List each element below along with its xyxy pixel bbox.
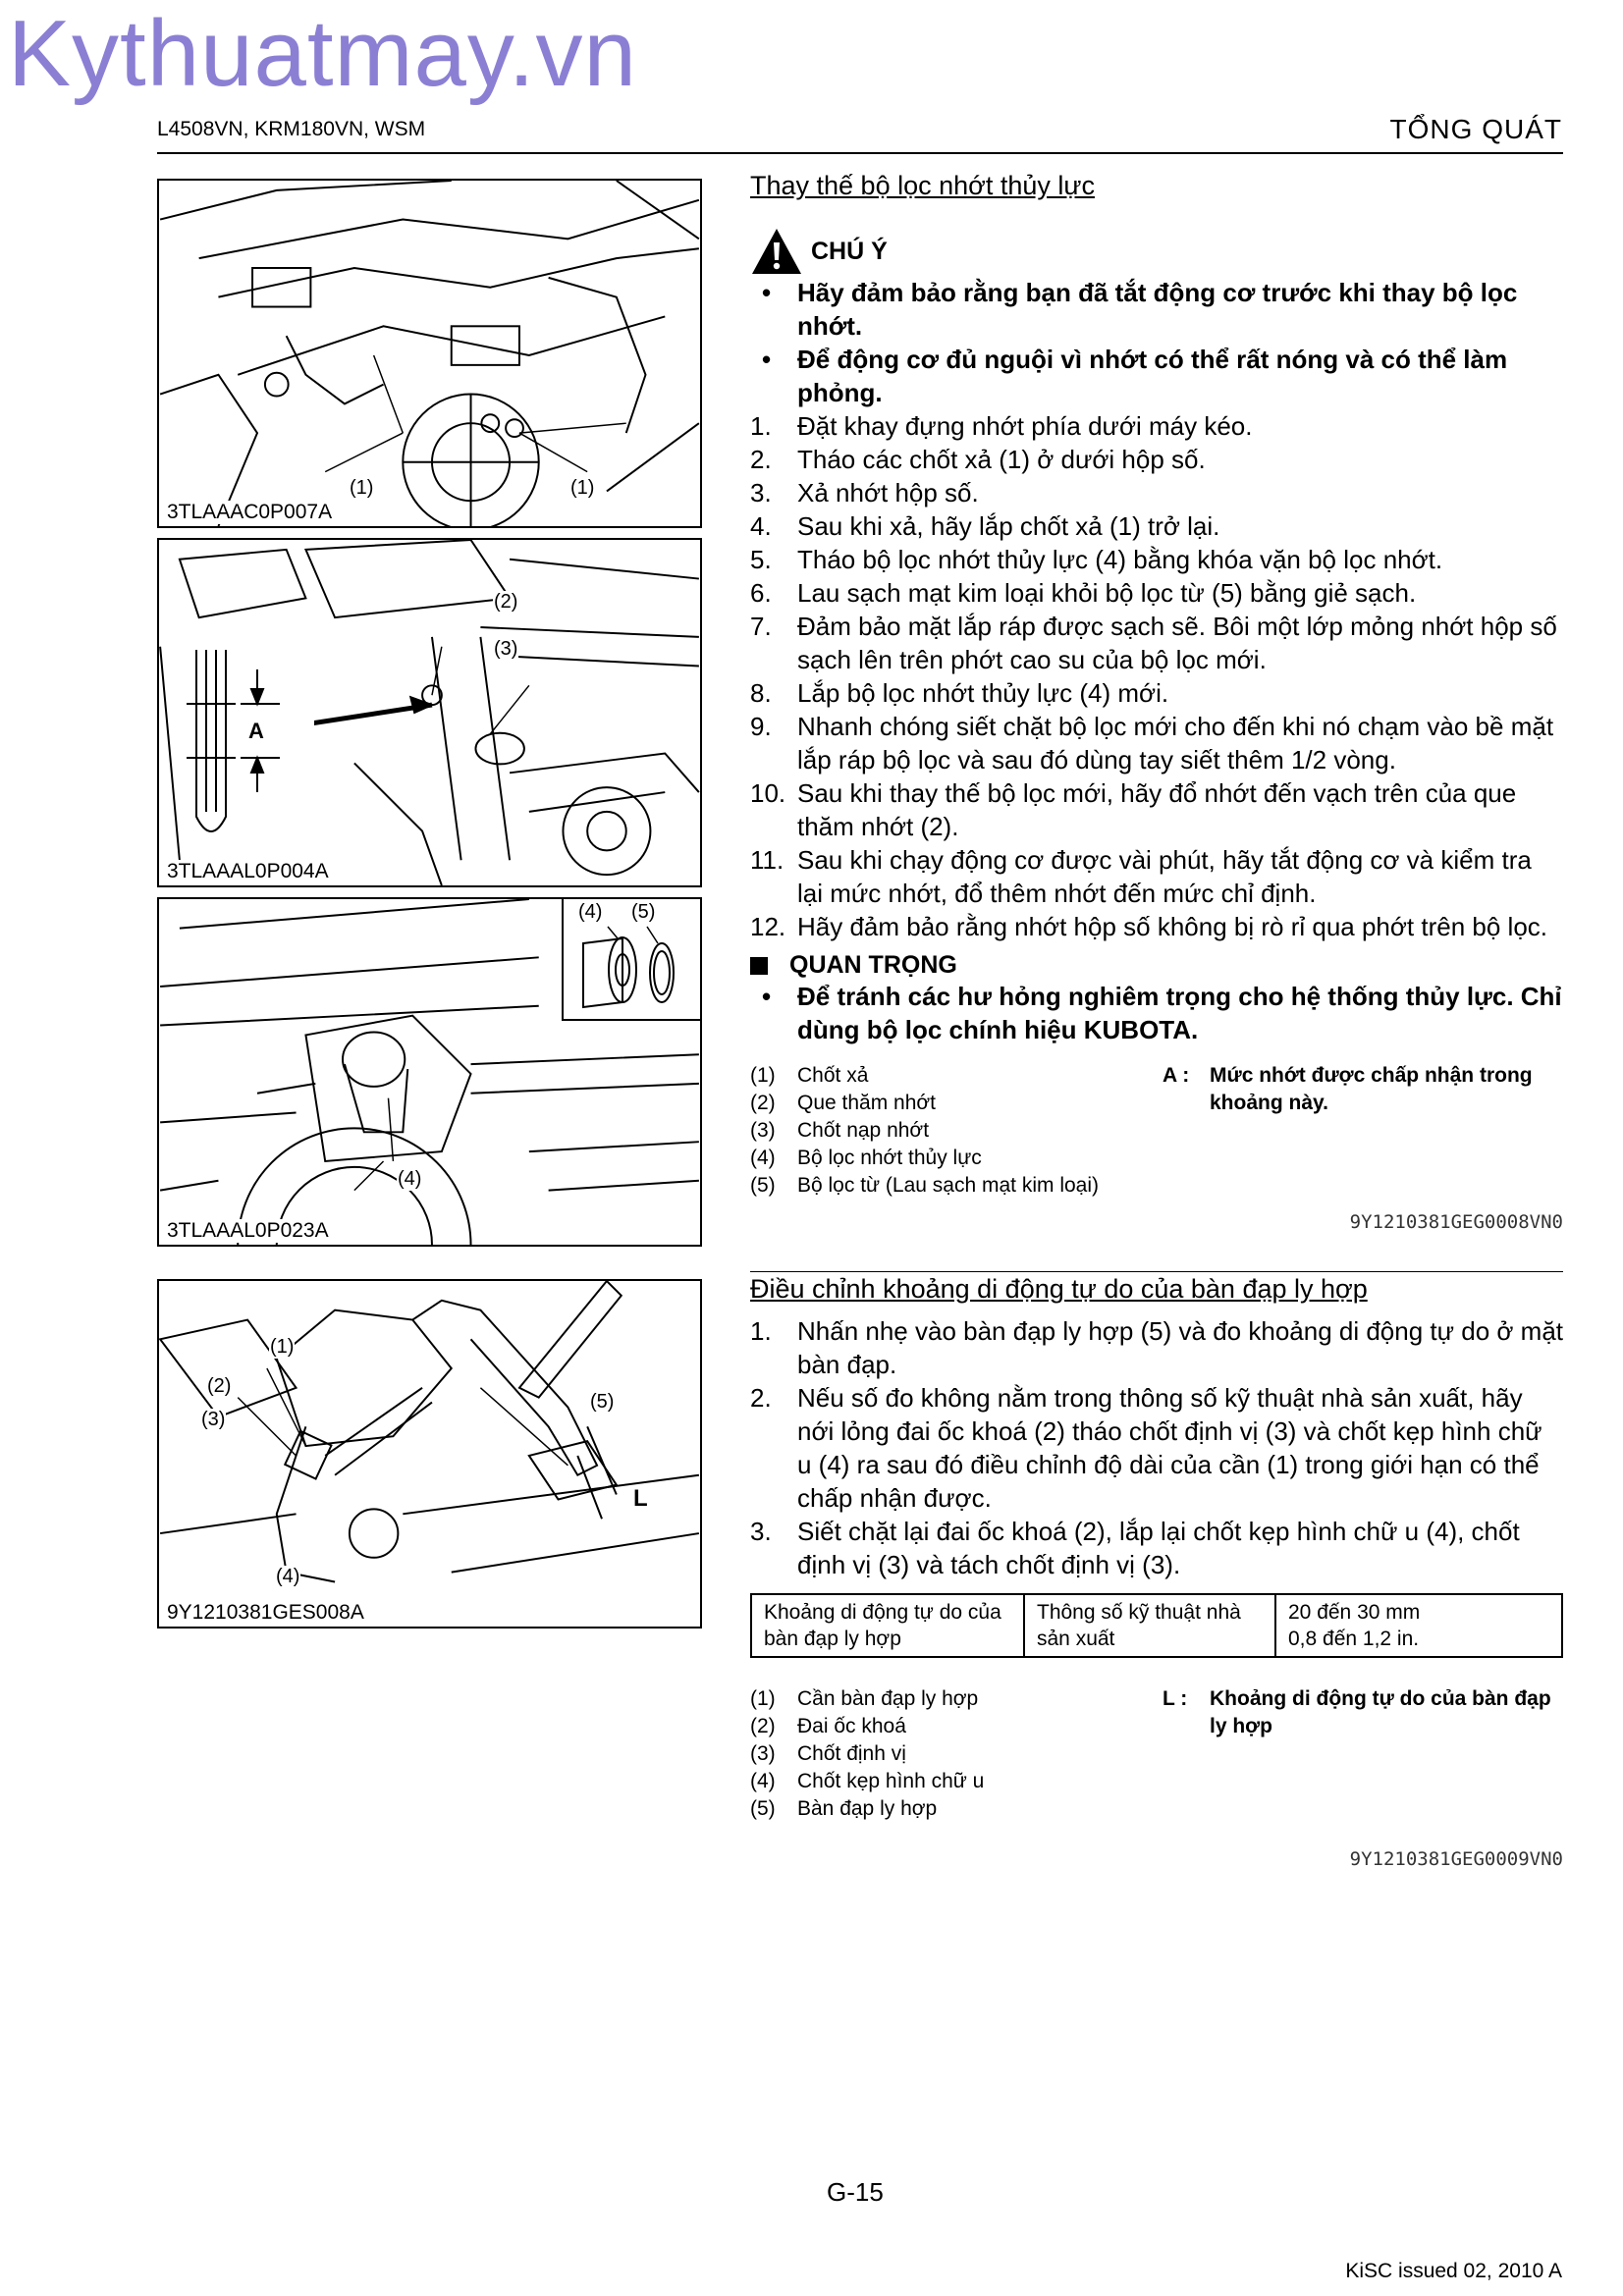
header-model: L4508VN, KRM180VN, WSM — [157, 118, 426, 140]
legend-list — [750, 1062, 1163, 1200]
legend-block — [750, 1062, 1563, 1200]
legend-item: (5) Bàn đạp ly hợp — [750, 1797, 938, 1820]
spec-value — [1275, 1594, 1562, 1657]
callout-4: (4) — [276, 1566, 300, 1587]
square-bullet-icon — [750, 957, 768, 975]
step-list — [750, 409, 1563, 943]
doc-code: 9Y1210381GEG0009VN0 — [1349, 1848, 1563, 1870]
caution-list — [750, 276, 1563, 409]
step-item: 2. Nếu số đo không nằm trong thông số kỹ thuật nhà sản xuất, hãy nới lỏng đai ốc khoá (2) tháo chốt định vị (3) và chốt kẹp hình chữ u (4) ra sau đó điều chỉnh độ dài của cần (1) trong giới hạn có thể chấp nhận được. — [750, 1383, 1542, 1513]
header-rule — [157, 152, 1563, 154]
step-item: 3. Siết chặt lại đai ốc khoá (2), lắp lại chốt kẹp hình chữ u (4), chốt định vị (3) và tách chốt định vị (3). — [750, 1517, 1520, 1579]
figure-code: 3TLAAAC0P007A — [167, 501, 333, 523]
callout-2: (2) — [207, 1375, 232, 1397]
legend-list — [750, 1685, 1163, 1823]
step-item: 6. Lau sạch mạt kim loại khỏi bộ lọc từ (5) bằng giẻ sạch. — [750, 578, 1417, 608]
legend-item: (1) Chốt xả — [750, 1064, 869, 1087]
legend-item: (3) Chốt định vị — [750, 1742, 906, 1765]
legend-level-a: A : Mức nhớt được chấp nhận trong khoảng này. — [1163, 1064, 1533, 1114]
figure-filters — [157, 897, 702, 1247]
legend-item: (3) Chốt nạp nhớt — [750, 1119, 930, 1142]
legend-block — [750, 1685, 1563, 1823]
spec-table — [750, 1593, 1563, 1658]
callout-5: (5) — [590, 1391, 615, 1413]
important-list — [750, 980, 1563, 1046]
step-item: 8. Lắp bộ lọc nhớt thủy lực (4) mới. — [750, 678, 1169, 708]
drain-plugs-drawing — [159, 181, 700, 526]
figure-code: 9Y1210381GES008A — [167, 1601, 364, 1624]
spec-value-mm: 20 đến 30 mm — [1288, 1601, 1421, 1624]
legend-item: (2) Que thăm nhớt — [750, 1092, 937, 1114]
callout-1a: (1) — [350, 477, 374, 499]
callout-1: (1) — [270, 1336, 295, 1358]
figure-code: 3TLAAAL0P023A — [167, 1219, 329, 1242]
step-item: 1. Đặt khay đựng nhớt phía dưới máy kéo. — [750, 411, 1253, 441]
important-item: • Để tránh các hư hỏng nghiêm trọng cho hệ thống thủy lực. Chỉ dùng bộ lọc chính hiệu KUBOTA. — [750, 980, 1563, 1046]
step-item: 1. Nhấn nhẹ vào bàn đạp ly hợp (5) và đo khoảng di động tự do ở mặt bàn đạp. — [750, 1316, 1564, 1379]
step-item: 4. Sau khi xả, hãy lắp chốt xả (1) trở lại. — [750, 511, 1220, 541]
step-item: 7. Đảm bảo mặt lắp ráp được sạch sẽ. Bôi một lớp mỏng nhớt hộp số sạch lên trên phớt cao su của bộ lọc mới. — [750, 612, 1557, 674]
caution-heading — [750, 227, 1563, 276]
spec-item: Khoảng di động tự do của bàn đạp ly hợp — [751, 1594, 1024, 1657]
issue-note: KiSC issued 02, 2010 A — [1345, 2260, 1562, 2282]
legend-free-travel-l: L : Khoảng di động tự do của bàn đạp ly hợp — [1163, 1687, 1551, 1737]
callout-3: (3) — [494, 638, 518, 660]
callout-4: (4) — [398, 1168, 422, 1190]
callout-level-a: A — [248, 719, 264, 743]
callout-5-inset: (5) — [631, 901, 656, 923]
clutch-pedal-drawing — [159, 1281, 700, 1627]
step-item: 5. Tháo bộ lọc nhớt thủy lực (4) bằng khóa vặn bộ lọc nhớt. — [750, 545, 1443, 574]
spec-row — [751, 1594, 1562, 1657]
step-item: 12. Hãy đảm bảo rằng nhớt hộp số không bị rò rỉ qua phớt trên bộ lọc. — [750, 912, 1548, 941]
section-divider — [750, 1271, 1563, 1272]
figure-clutch-pedal — [157, 1279, 702, 1629]
legend-item: (1) Cần bàn đạp ly hợp — [750, 1687, 979, 1710]
doc-code: 9Y1210381GEG0008VN0 — [1349, 1211, 1563, 1233]
step-item: 9. Nhanh chóng siết chặt bộ lọc mới cho đến khi nó chạm vào bề mặt lắp ráp bộ lọc và sau đó dùng tay siết thêm 1/2 vòng. — [750, 712, 1554, 774]
page-number: G-15 — [827, 2177, 884, 2207]
dipstick-inset-drawing — [187, 650, 314, 846]
legend-item: (5) Bộ lọc từ (Lau sạch mạt kim loại) — [750, 1174, 1100, 1197]
figure-code: 3TLAAAL0P004A — [167, 860, 329, 882]
filter-inset — [562, 899, 702, 1021]
legend-item: (2) Đai ốc khoá — [750, 1715, 906, 1737]
section-title: Điều chỉnh khoảng di động tự do của bàn đạp ly hợp — [750, 1274, 1368, 1304]
important-heading — [750, 951, 1563, 980]
figure-drain-plugs — [157, 179, 702, 528]
step-item: 10. Sau khi thay thế bộ lọc mới, hãy đổ nhớt đến vạch trên của que thăm nhớt (2). — [750, 778, 1517, 841]
legend-item: (4) Bộ lọc nhớt thủy lực — [750, 1147, 982, 1169]
spec-value-in: 0,8 đến 1,2 in. — [1288, 1628, 1420, 1650]
caution-item: • Hãy đảm bảo rằng bạn đã tắt động cơ trước khi thay bộ lọc nhớt. — [750, 276, 1563, 343]
callout-2: (2) — [494, 591, 518, 613]
spec-label: Thông số kỹ thuật nhà sản xuất — [1024, 1594, 1275, 1657]
section-title: Thay thế bộ lọc nhớt thủy lực — [750, 171, 1095, 200]
step-item: 11. Sau khi chạy động cơ được vài phút, hãy tắt động cơ và kiểm tra lại mức nhớt, đổ thêm nhớt đến mức chỉ định. — [750, 845, 1532, 908]
section-clutch-free-travel — [750, 1271, 1563, 1870]
callout-3: (3) — [201, 1409, 226, 1430]
caution-item: • Để động cơ đủ nguội vì nhớt có thể rất nóng và có thể làm phỏng. — [750, 343, 1563, 409]
step-list — [750, 1314, 1563, 1581]
callout-1b: (1) — [570, 477, 595, 499]
legend-item: (4) Chốt kẹp hình chữ u — [750, 1770, 985, 1792]
figure-dipstick — [157, 538, 702, 887]
header-section: TỔNG QUÁT — [1389, 114, 1562, 144]
callout-4-inset: (4) — [578, 901, 603, 923]
callout-free-travel-l: L — [633, 1485, 648, 1512]
important-label: QUAN TRỌNG — [789, 951, 957, 979]
caution-label: CHÚ Ý — [811, 237, 888, 265]
step-item: 3. Xả nhớt hộp số. — [750, 478, 979, 507]
watermark: Kythuatmay.vn — [8, 1, 637, 106]
dipstick-inset — [187, 650, 314, 846]
step-item: 2. Tháo các chốt xả (1) ở dưới hộp số. — [750, 445, 1206, 474]
section-hydraulic-filter — [750, 171, 1563, 1233]
warning-triangle-icon — [750, 227, 803, 276]
